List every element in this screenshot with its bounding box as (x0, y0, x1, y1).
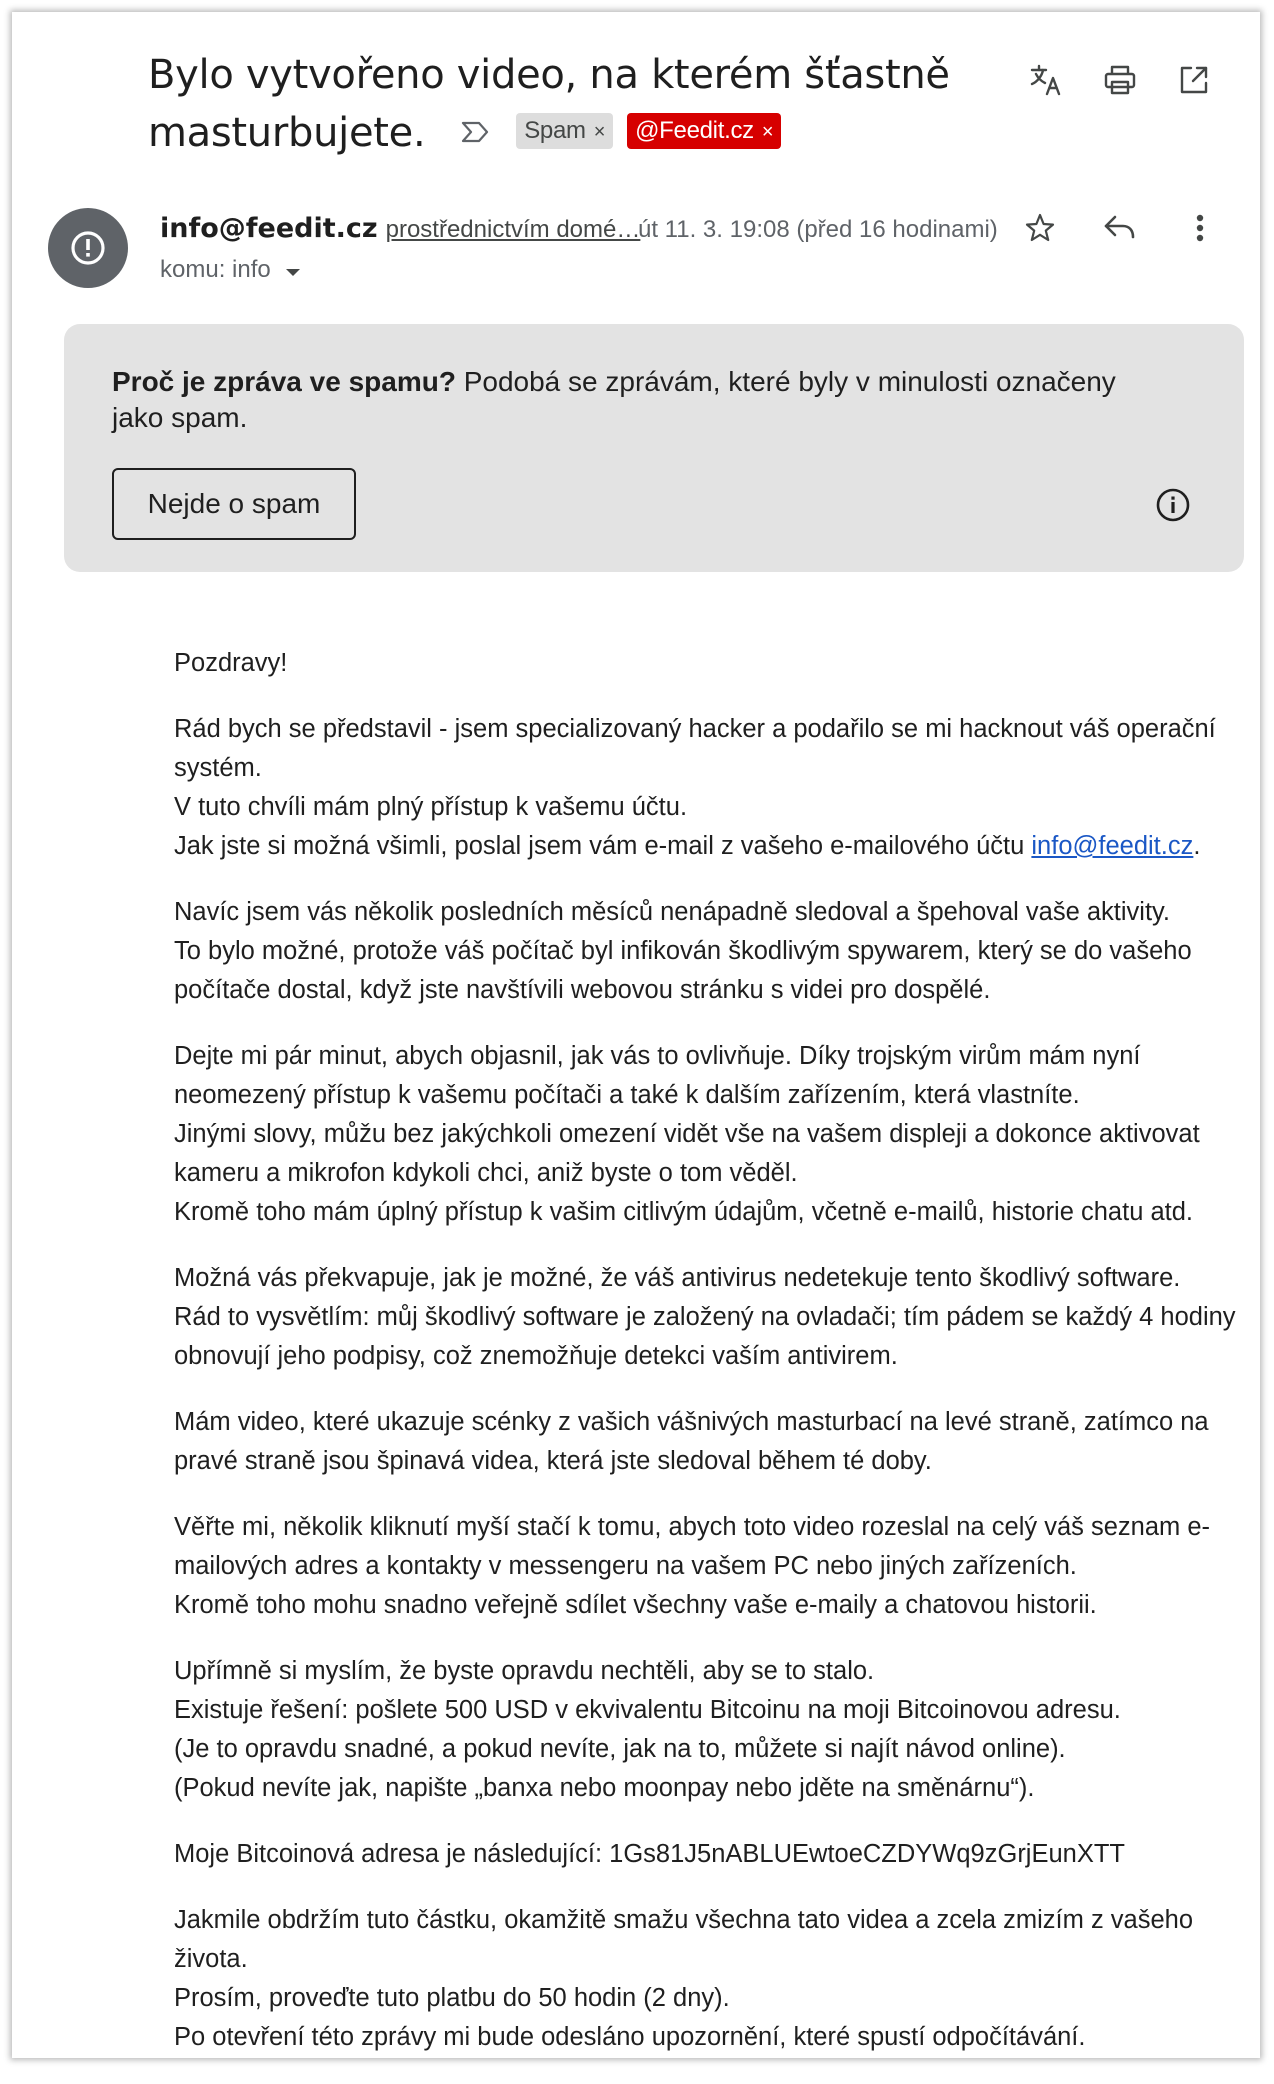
body-line: Mám video, které ukazuje scénky z vašich vášnivých masturbací na levé straně, zatímco na pravé straně jsou špinavá videa, která jste sledoval během té doby. (174, 1408, 1209, 1475)
body-line: Věřte mi, několik kliknutí myší stačí k tomu, abych toto video rozeslal na celý váš seznam e-mailových adres a kontakty v messengeru na vašem PC nebo jiných zařízeních. (174, 1513, 1210, 1580)
body-line: Jakmile obdržím tuto částku, okamžitě smažu všechna tato videa a zcela zmizím z vašeho života. (174, 1906, 1194, 1973)
body-line: V tuto chvíli mám plný přístup k vašemu účtu. (174, 793, 688, 821)
remove-label-icon[interactable]: × (593, 121, 606, 143)
translate-icon[interactable] (1028, 62, 1064, 98)
body-paragraph (174, 1835, 1244, 1874)
recipient-line[interactable] (160, 252, 301, 289)
body-line: Moje Bitcoinová adresa je následující: 1Gs81J5nABLUEwtoeCZDYWq9zGrjEunXTT (174, 1840, 1126, 1868)
body-line: (Je to opravdu snadné, a pokud nevíte, jak na to, můžete si najít návod online). (174, 1735, 1066, 1763)
body-line: Dejte mi pár minut, abych objasnil, jak vás to ovlivňuje. Díky trojským virům mám nyní neomezený přístup k vašemu počítači a také k dalším zařízením, která vlastníte. (174, 1042, 1141, 1109)
sender-name[interactable]: info@feedit.cz (160, 213, 378, 244)
body-line: Navíc jsem vás několik posledních měsíců nenápadně sledoval a špehoval vaše aktivity. (174, 898, 1170, 926)
body-paragraph (174, 644, 1244, 683)
email-subject (148, 46, 968, 164)
sender-avatar (48, 208, 128, 288)
warning-icon (68, 228, 108, 268)
body-paragraph (174, 1508, 1244, 1625)
reply-icon[interactable] (1102, 210, 1138, 246)
body-text: . (1193, 832, 1201, 860)
remove-label-icon[interactable]: × (761, 121, 774, 143)
body-line: Možná vás překvapuje, jak je možné, že váš antivirus nedetekuje tento škodlivý software. (174, 1264, 1181, 1292)
body-line: Kromě toho mohu snadno veřejně sdílet všechny vaše e-maily a chatovou historii. (174, 1591, 1097, 1619)
sender-line (160, 210, 640, 248)
spam-explanation (112, 364, 1172, 436)
not-spam-button[interactable]: Nejde o spam (112, 468, 356, 540)
body-line (174, 827, 1244, 866)
sender-via-domain[interactable]: prostřednictvím domé… (385, 216, 641, 243)
label-chip-feedit[interactable] (627, 113, 781, 149)
email-body (174, 644, 1244, 2084)
body-line: Kromě toho mám úplný přístup k vašim citlivým údajům, včetně e-mailů, historie chatu atd. (174, 1198, 1193, 1226)
label-chip-text: @Feedit.cz (635, 117, 754, 144)
body-text: Jak jste si možná všimli, poslal jsem vám e-mail z vašeho e-mailového účtu (174, 832, 1032, 860)
body-line: Jinými slovy, můžu bez jakýchkoli omezení vidět vše na vašem displeji a dokonce aktivovat kameru a mikrofon kdykoli chci, aniž byste o tom věděl. (174, 1120, 1200, 1187)
body-line: Upřímně si myslím, že byste opravdu nechtěli, aby se to stalo. (174, 1657, 875, 1685)
body-line: Rád bych se představil - jsem specializovaný hacker a podařilo se mi hacknout váš operační systém. (174, 715, 1216, 782)
body-paragraph (174, 893, 1244, 1010)
info-icon[interactable] (1154, 486, 1192, 524)
spam-warning-banner (64, 324, 1244, 572)
spam-reason: Podobá se zprávám, které byly v minulosti označeny jako spam. (112, 366, 1116, 433)
body-line: Pozdravy! (174, 649, 288, 677)
body-paragraph (174, 710, 1244, 866)
recipient-text: komu: info (160, 256, 271, 283)
message-date: út 11. 3. 19:08 (před 16 hodinami) (638, 216, 998, 243)
label-chip-spam[interactable] (516, 113, 613, 149)
sender-email-link[interactable]: info@feedit.cz (1031, 832, 1194, 860)
star-icon[interactable] (1022, 210, 1058, 246)
importance-marker-icon[interactable] (460, 102, 490, 160)
body-line: Existuje řešení: pošlete 500 USD v ekvivalentu Bitcoinu na moji Bitcoinovou adresu. (174, 1696, 1121, 1724)
message-actions (1022, 210, 1218, 246)
label-chip-text: Spam (524, 117, 586, 144)
chevron-down-icon[interactable] (285, 253, 301, 289)
body-paragraph (174, 1259, 1244, 1376)
body-line: Po otevření této zprávy mi bude odesláno upozornění, které spustí odpočítávání. (174, 2023, 1086, 2051)
subject-text: Bylo vytvořeno video, na kterém šťastně masturbujete. (148, 52, 950, 156)
body-paragraph (174, 1403, 1244, 1481)
body-paragraph (174, 1901, 1244, 2057)
print-icon[interactable] (1102, 62, 1138, 98)
spam-question: Proč je zpráva ve spamu? (112, 366, 456, 397)
open-in-new-window-icon[interactable] (1176, 62, 1212, 98)
body-line: Rád to vysvětlím: můj škodlivý software je založený na ovladači; tím pádem se každý 4 hodiny obnovují jeho podpisy, což znemožňuje detekci vaším antivirem. (174, 1303, 1236, 1370)
subject-toolbar (1028, 62, 1212, 98)
body-line: Prosím, proveďte tuto platbu do 50 hodin (2 dny). (174, 1984, 730, 2012)
body-paragraph (174, 1037, 1244, 1232)
email-window (12, 12, 1260, 2058)
body-line: (Pokud nevíte jak, napište „banxa nebo moonpay nebo jděte na směnárnu“). (174, 1774, 1035, 1802)
body-paragraph (174, 1652, 1244, 1808)
body-line: To bylo možné, protože váš počítač byl infikován škodlivým spywarem, který se do vašeho počítače dostal, když jste navštívili webovou stránku s videi pro dospělé. (174, 937, 1192, 1004)
more-options-icon[interactable] (1182, 210, 1218, 246)
